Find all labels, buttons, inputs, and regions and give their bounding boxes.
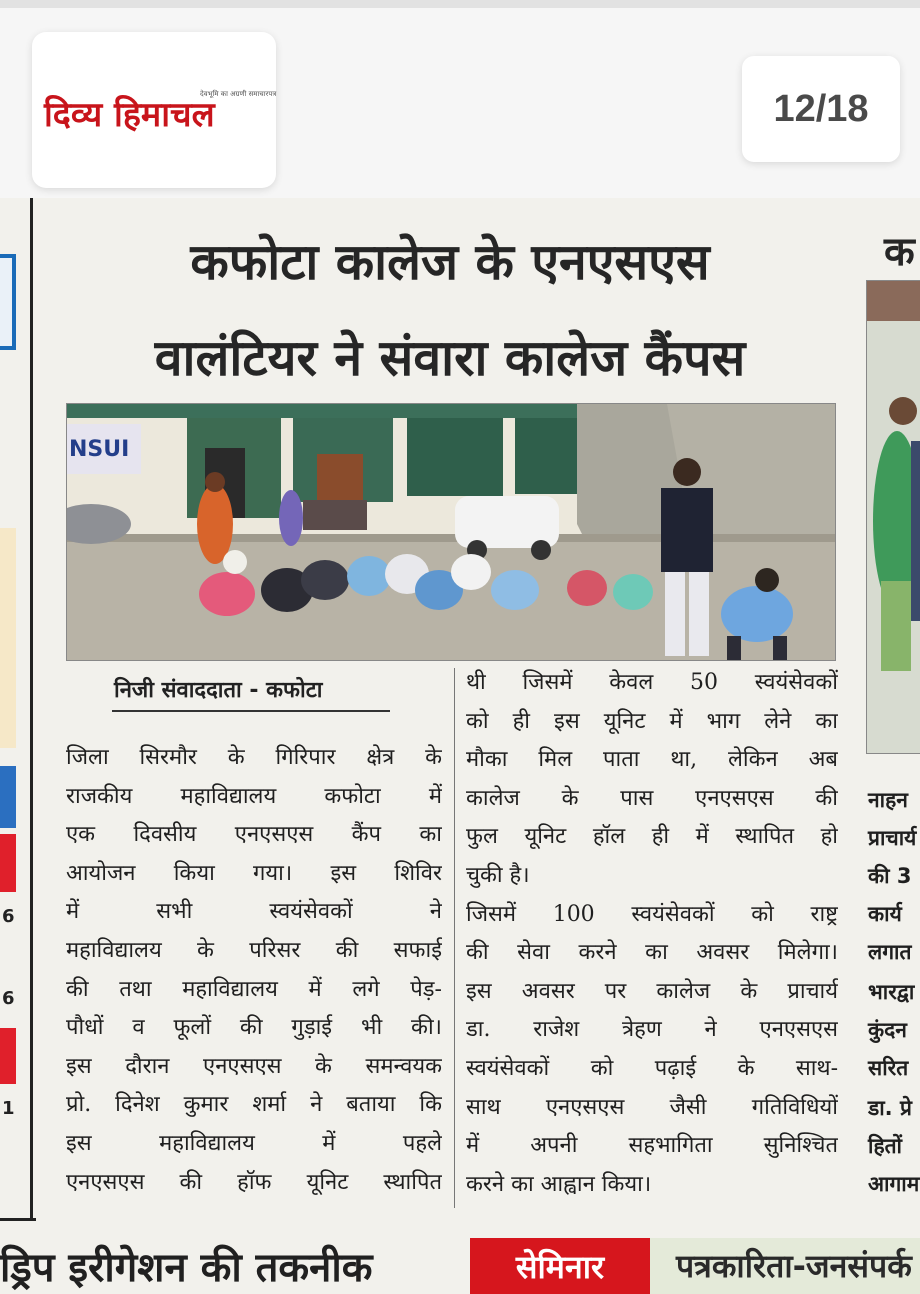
text-line: महाविद्यालय के परिसर की सफाई (66, 937, 442, 963)
text-line: पौधों व फूलों की गुड़ाई भी की। (66, 1015, 442, 1041)
text-line: थी जिसमें केवल 50 स्वयंसेवकों (466, 670, 838, 695)
bottom-rule (0, 1218, 36, 1221)
text-line: फुल यूनिट हॉल ही में स्थापित हो (466, 824, 838, 850)
text-line: चुकी है। (466, 862, 530, 888)
text-line: की सेवा करने का अवसर मिलेगा। (466, 940, 838, 966)
left-neighbor-column (0, 198, 34, 1218)
right-neighbor-line: भारद्वा (868, 980, 915, 1004)
left-neighbor-shade (0, 528, 16, 748)
seminar-tag-label: सेमिनार (515, 1247, 605, 1286)
newspaper-logo-card[interactable] (32, 32, 276, 188)
text-line: प्रो. दिनेश कुमार शर्मा ने बताया कि (66, 1092, 442, 1118)
newspaper-page (0, 198, 920, 1294)
headline-line-1: कफोटा कालेज के एनएसएस (190, 233, 710, 291)
column-divider (454, 668, 455, 1208)
left-neighbor-blue-block (0, 766, 16, 828)
text-line: आयोजन किया गया। इस शिविर (66, 860, 442, 886)
text-line: में अपनी सहभागिता सुनिश्चित (466, 1133, 838, 1159)
right-neighbor-photo-image (867, 281, 920, 754)
text-line: जिसमें 100 स्वयंसेवकों को राष्ट्र (466, 901, 838, 927)
text-line: स्वयंसेवकों को पढ़ाई के साथ- (466, 1055, 838, 1081)
article-column-2 (466, 664, 838, 1204)
byline: निजी संवाददाता - कफोटा (114, 678, 323, 703)
right-neighbor-line: आगाम (868, 1172, 920, 1196)
right-neighbor-heading: क (884, 229, 915, 275)
seminar-headline: पत्रकारिता-जनसंपर्क (676, 1247, 912, 1285)
text-line: इस दौरान एनएसएस के समन्वयक (66, 1053, 442, 1079)
next-article-headline: ड्रिप इरीगेशन की तकनीक (0, 1245, 373, 1291)
text-line: एक दिवसीय एनएसएस कैंप का (66, 822, 442, 848)
left-neighbor-fragment: 6 (2, 906, 15, 927)
page-number: 12/18 (773, 87, 869, 130)
headline-line-2: वालंटियर ने संवारा कालेज कैंपस (154, 329, 746, 387)
left-neighbor-box (0, 254, 16, 350)
text-line: को ही इस यूनिट में भाग लेने का (466, 708, 838, 734)
right-neighbor-photo (866, 280, 920, 754)
right-neighbor-line: सरित (868, 1056, 909, 1080)
newspaper-logo: दिव्य हिमाचल (44, 95, 215, 135)
left-neighbor-red-block (0, 834, 16, 892)
text-line: करने का आह्वान किया। (466, 1171, 652, 1197)
left-neighbor-fragment: 6 (2, 988, 15, 1009)
text-line: में सभी स्वयंसेवकों ने (66, 899, 442, 925)
left-neighbor-red-block (0, 1028, 16, 1084)
logo-tagline: देवभूमि का अग्रणी समाचारपत्र (200, 90, 277, 98)
text-line: कालेज के पास एनएसएस की (466, 785, 838, 811)
right-neighbor-line: नाहन (868, 788, 908, 812)
article-column-1 (66, 739, 442, 1202)
right-neighbor-column (862, 198, 920, 1294)
right-neighbor-line: डा. प्रे (868, 1096, 912, 1120)
campus-cleanup-photo (67, 404, 836, 661)
article-photo[interactable] (66, 403, 836, 661)
photo-banner-text: NSUI (69, 437, 130, 462)
page-indicator[interactable] (742, 56, 900, 162)
right-neighbor-line: प्राचार्य (868, 826, 917, 850)
text-line: जिला सिरमौर के गिरिपार क्षेत्र के (66, 745, 442, 770)
text-line: राजकीय महाविद्यालय कफोटा में (66, 783, 442, 809)
text-line: साथ एनएसएस जैसी गतिविधियों (466, 1094, 838, 1120)
text-line: की तथा महाविद्यालय में लगे पेड़- (66, 976, 442, 1002)
text-line: मौका मिल पाता था, लेकिन अब (466, 747, 838, 773)
right-neighbor-line: की 3 (868, 864, 912, 888)
right-neighbor-line: हितों (868, 1134, 902, 1158)
left-neighbor-fragment: 1 (2, 1098, 15, 1119)
right-neighbor-line: लगात (868, 940, 912, 964)
text-line: इस अवसर पर कालेज के प्राचार्य (466, 978, 838, 1004)
text-line: डा. राजेश त्रेहण ने एनएसएस (466, 1017, 838, 1043)
right-neighbor-line: कुंदन (868, 1018, 907, 1042)
seminar-tag (470, 1238, 650, 1294)
text-line: एनएसएस की हॉफ यूनिट स्थापित (66, 1169, 442, 1195)
byline-rule (112, 710, 390, 712)
right-neighbor-line: कार्य (868, 902, 902, 926)
text-line: इस महाविद्यालय में पहले (66, 1130, 442, 1156)
column-rule (30, 198, 33, 1218)
viewer-toolbar (0, 0, 920, 198)
